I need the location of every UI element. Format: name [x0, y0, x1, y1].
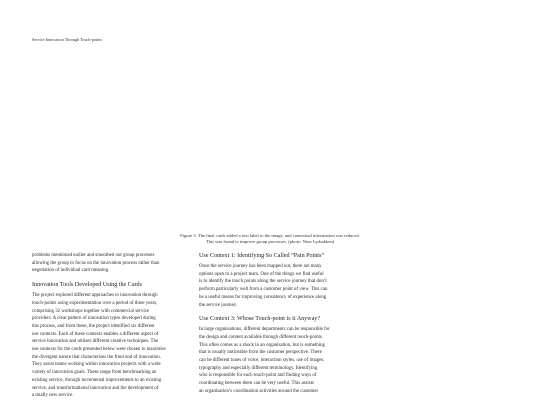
- text-line: can be different tones of voice, interaction styles, use of images,: [199, 358, 325, 364]
- text-line: be a useful means for improving consistency of experience along: [199, 294, 327, 300]
- section-heading: Use Context 1: Identifying So Called “Pain Points”: [199, 253, 325, 259]
- section-heading: Innovation Tools Developed Using the Cards: [32, 282, 142, 289]
- body-paragraph: [32, 292, 218, 400]
- text-line: negotiation of individual card meaning.: [32, 268, 110, 274]
- text-line: service innovation and utilises different creative techniques. The: [32, 339, 159, 345]
- text-line: options open to a project team. One of the things we find useful: [199, 271, 324, 277]
- text-line: This often comes as a shock to an organisation, but is something: [199, 342, 325, 348]
- text-line: is to identify the touch points along the service journey that don’t: [199, 279, 327, 285]
- text-line: variety of innovation goals. These range from benchmarking an: [32, 370, 157, 376]
- body-paragraph: [199, 326, 385, 395]
- text-line: who is responsible for each touch-point and finding ways of: [199, 373, 317, 379]
- text-line: providers. A clear pattern of innovation types developed during: [32, 316, 156, 322]
- caption-line-1: Figure 3. The final cards added a text label to the image, and contextual information was reduced.: [180, 233, 360, 238]
- text-line: use contexts for the cards presented below were chosen to maximise: [32, 347, 166, 353]
- text-line: allowing the group to focus on the innovation process rather than: [32, 260, 160, 266]
- figure-image: [32, 48, 508, 228]
- text-line: existing service, through incremental improvements to an existing: [32, 377, 162, 383]
- text-line: problems mentioned earlier and smoothed out group processes: [32, 253, 155, 258]
- figure-caption: [60, 233, 480, 246]
- text-line: They assist teams working within innovation projects with a wide: [32, 362, 161, 368]
- text-line: touch-points using experimentation over a period of three years,: [32, 300, 158, 306]
- section-heading: Use Context 3: Whose Touch-point is it Anyway?: [199, 316, 321, 323]
- left-column: [32, 252, 218, 400]
- text-line: the service journey.: [199, 302, 238, 308]
- body-paragraph: [199, 263, 385, 309]
- intro-paragraph: [32, 252, 218, 275]
- text-line: The project explored different approaches to innovation through: [32, 293, 158, 299]
- text-line: typography and especially different terminology. Identifying: [199, 365, 318, 371]
- text-line: the design and content available through different touch-points.: [199, 334, 324, 340]
- right-column: [199, 252, 385, 396]
- text-line: coordinating between them can be very useful. This assists: [199, 381, 314, 387]
- text-line: perform particularly well from a customer point of view. This can: [199, 287, 328, 293]
- text-line: the divergent nature that characterises the front end of innovation.: [32, 354, 161, 360]
- text-line: this process, and from these, the project identified six different: [32, 323, 155, 329]
- text-line: In large organisations, different departments can be responsible for: [199, 327, 330, 333]
- caption-line-2: This was found to improve group processes. (photo: Nina Lysbakken): [205, 239, 335, 245]
- text-line: service, and transformational innovation and the development of: [32, 385, 159, 391]
- text-line: comprising 32 workshops together with commercial service: [32, 308, 150, 314]
- text-line: an organisation’s coordination activities around the customer: [199, 388, 319, 394]
- text-line: a totally new service.: [32, 393, 74, 399]
- text-line: Once the service journey has been mapped out, there are many: [199, 264, 322, 269]
- text-line: that is usually noticeable from the customer perspective. There: [199, 350, 322, 356]
- text-line: use contexts. Each of these contexts enables a different aspect of: [32, 331, 159, 337]
- running-head: Service Innovation Through Touch-points: [32, 37, 103, 42]
